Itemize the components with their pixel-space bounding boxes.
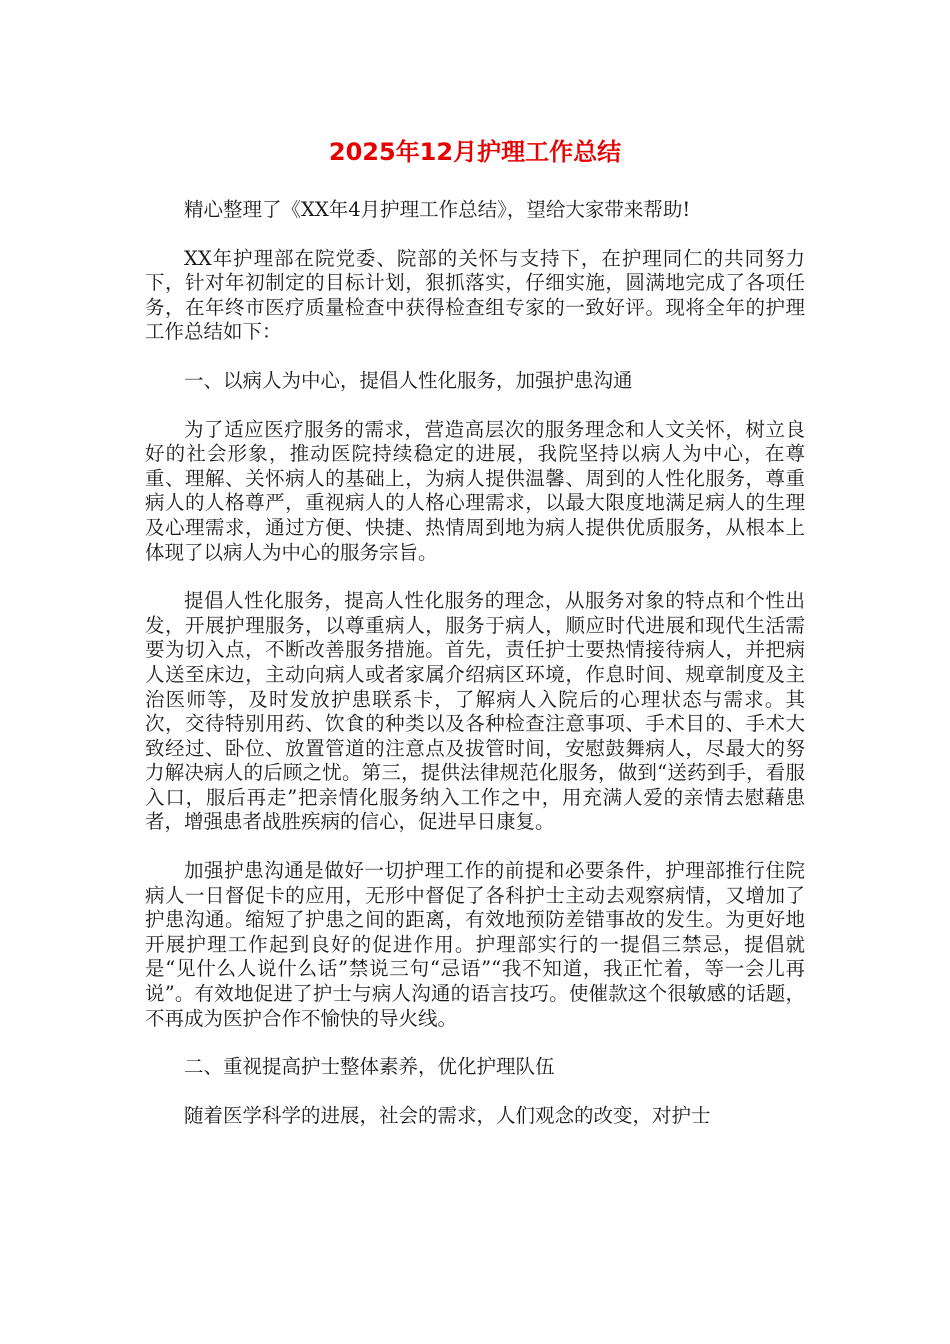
body-paragraph: 加强护患沟通是做好一切护理工作的前提和必要条件，护理部推行住院病人一日督促卡的应用，无形中督促了各科护士主动去观察病情，又增加了护患沟通。缩短了护患之间的距离，有效地预防差错事故的发生。为更好地开展护理工作起到良好的促进作用。护理部实行的一提倡三禁忌，提倡就是“见什么人说什么话”禁说三句“忌语”“我不知道，我正忙着，等一会儿再说”。有效地促进了护士与病人沟通的语言技巧。使催款这个很敏感的话题，不再成为医护合作不愉快的导火线。 [145, 859, 805, 1030]
document-title: 2025年12月护理工作总结 [328, 138, 622, 166]
section-heading-1: 一、以病人为中心，提倡人性化服务，加强护患沟通 [184, 368, 633, 392]
body-paragraph: 随着医学科学的进展，社会的需求，人们观念的改变，对护士 [184, 1103, 711, 1127]
body-paragraph: 提倡人性化服务，提高人性化服务的理念，从服务对象的特点和个性出发，开展护理服务，以尊重病人，服务于病人，顺应时代进展和现代生活需要为切入点，不断改善服务措施。首先，责任护士要热情接待病人，并把病人送至床边，主动向病人或者家属介绍病区环境，作息时间、规章制度及主治医师等，及时发放护患联系卡，了解病人入院后的心理状态与需求。其次，交待特别用药、饮食的种类以及各种检查注意事项、手术目的、手术大致经过、卧位、放置管道的注意点及拔管时间，安慰鼓舞病人，尽最大的努力解决病人的后顾之忧。第三，提供法律规范化服务，做到“送药到手，看服入口，服后再走”把亲情化服务纳入工作之中，用充满人爱的亲情去慰藉患者，增强患者战胜疾病的信心，促进早日康复。 [145, 589, 805, 834]
summary-paragraph: XX年护理部在院党委、院部的关怀与支持下，在护理同仁的共同努力下，针对年初制定的目标计划，狠抓落实，仔细实施，圆满地完成了各项任务，在年终市医疗质量检查中获得检查组专家的一致好评。现将全年的护理工作总结如下： [145, 246, 805, 344]
intro-paragraph: 精心整理了《XX年4月护理工作总结》，望给大家带来帮助! [184, 198, 691, 221]
document-body [145, 198, 805, 1152]
section-heading-2: 二、重视提高护士整体素养，优化护理队伍 [184, 1055, 555, 1079]
body-paragraph: 为了适应医疗服务的需求，营造高层次的服务理念和人文关怀，树立良好的社会形象，推动医院持续稳定的进展，我院坚持以病人为中心，在尊重、理解、关怀病人的基础上，为病人提供温馨、周到的人性化服务，尊重病人的人格尊严，重视病人的人格心理需求，以最大限度地满足病人的生理及心理需求，通过方便、快捷、热情周到地为病人提供优质服务，从根本上体现了以病人为中心的服务宗旨。 [145, 417, 805, 564]
